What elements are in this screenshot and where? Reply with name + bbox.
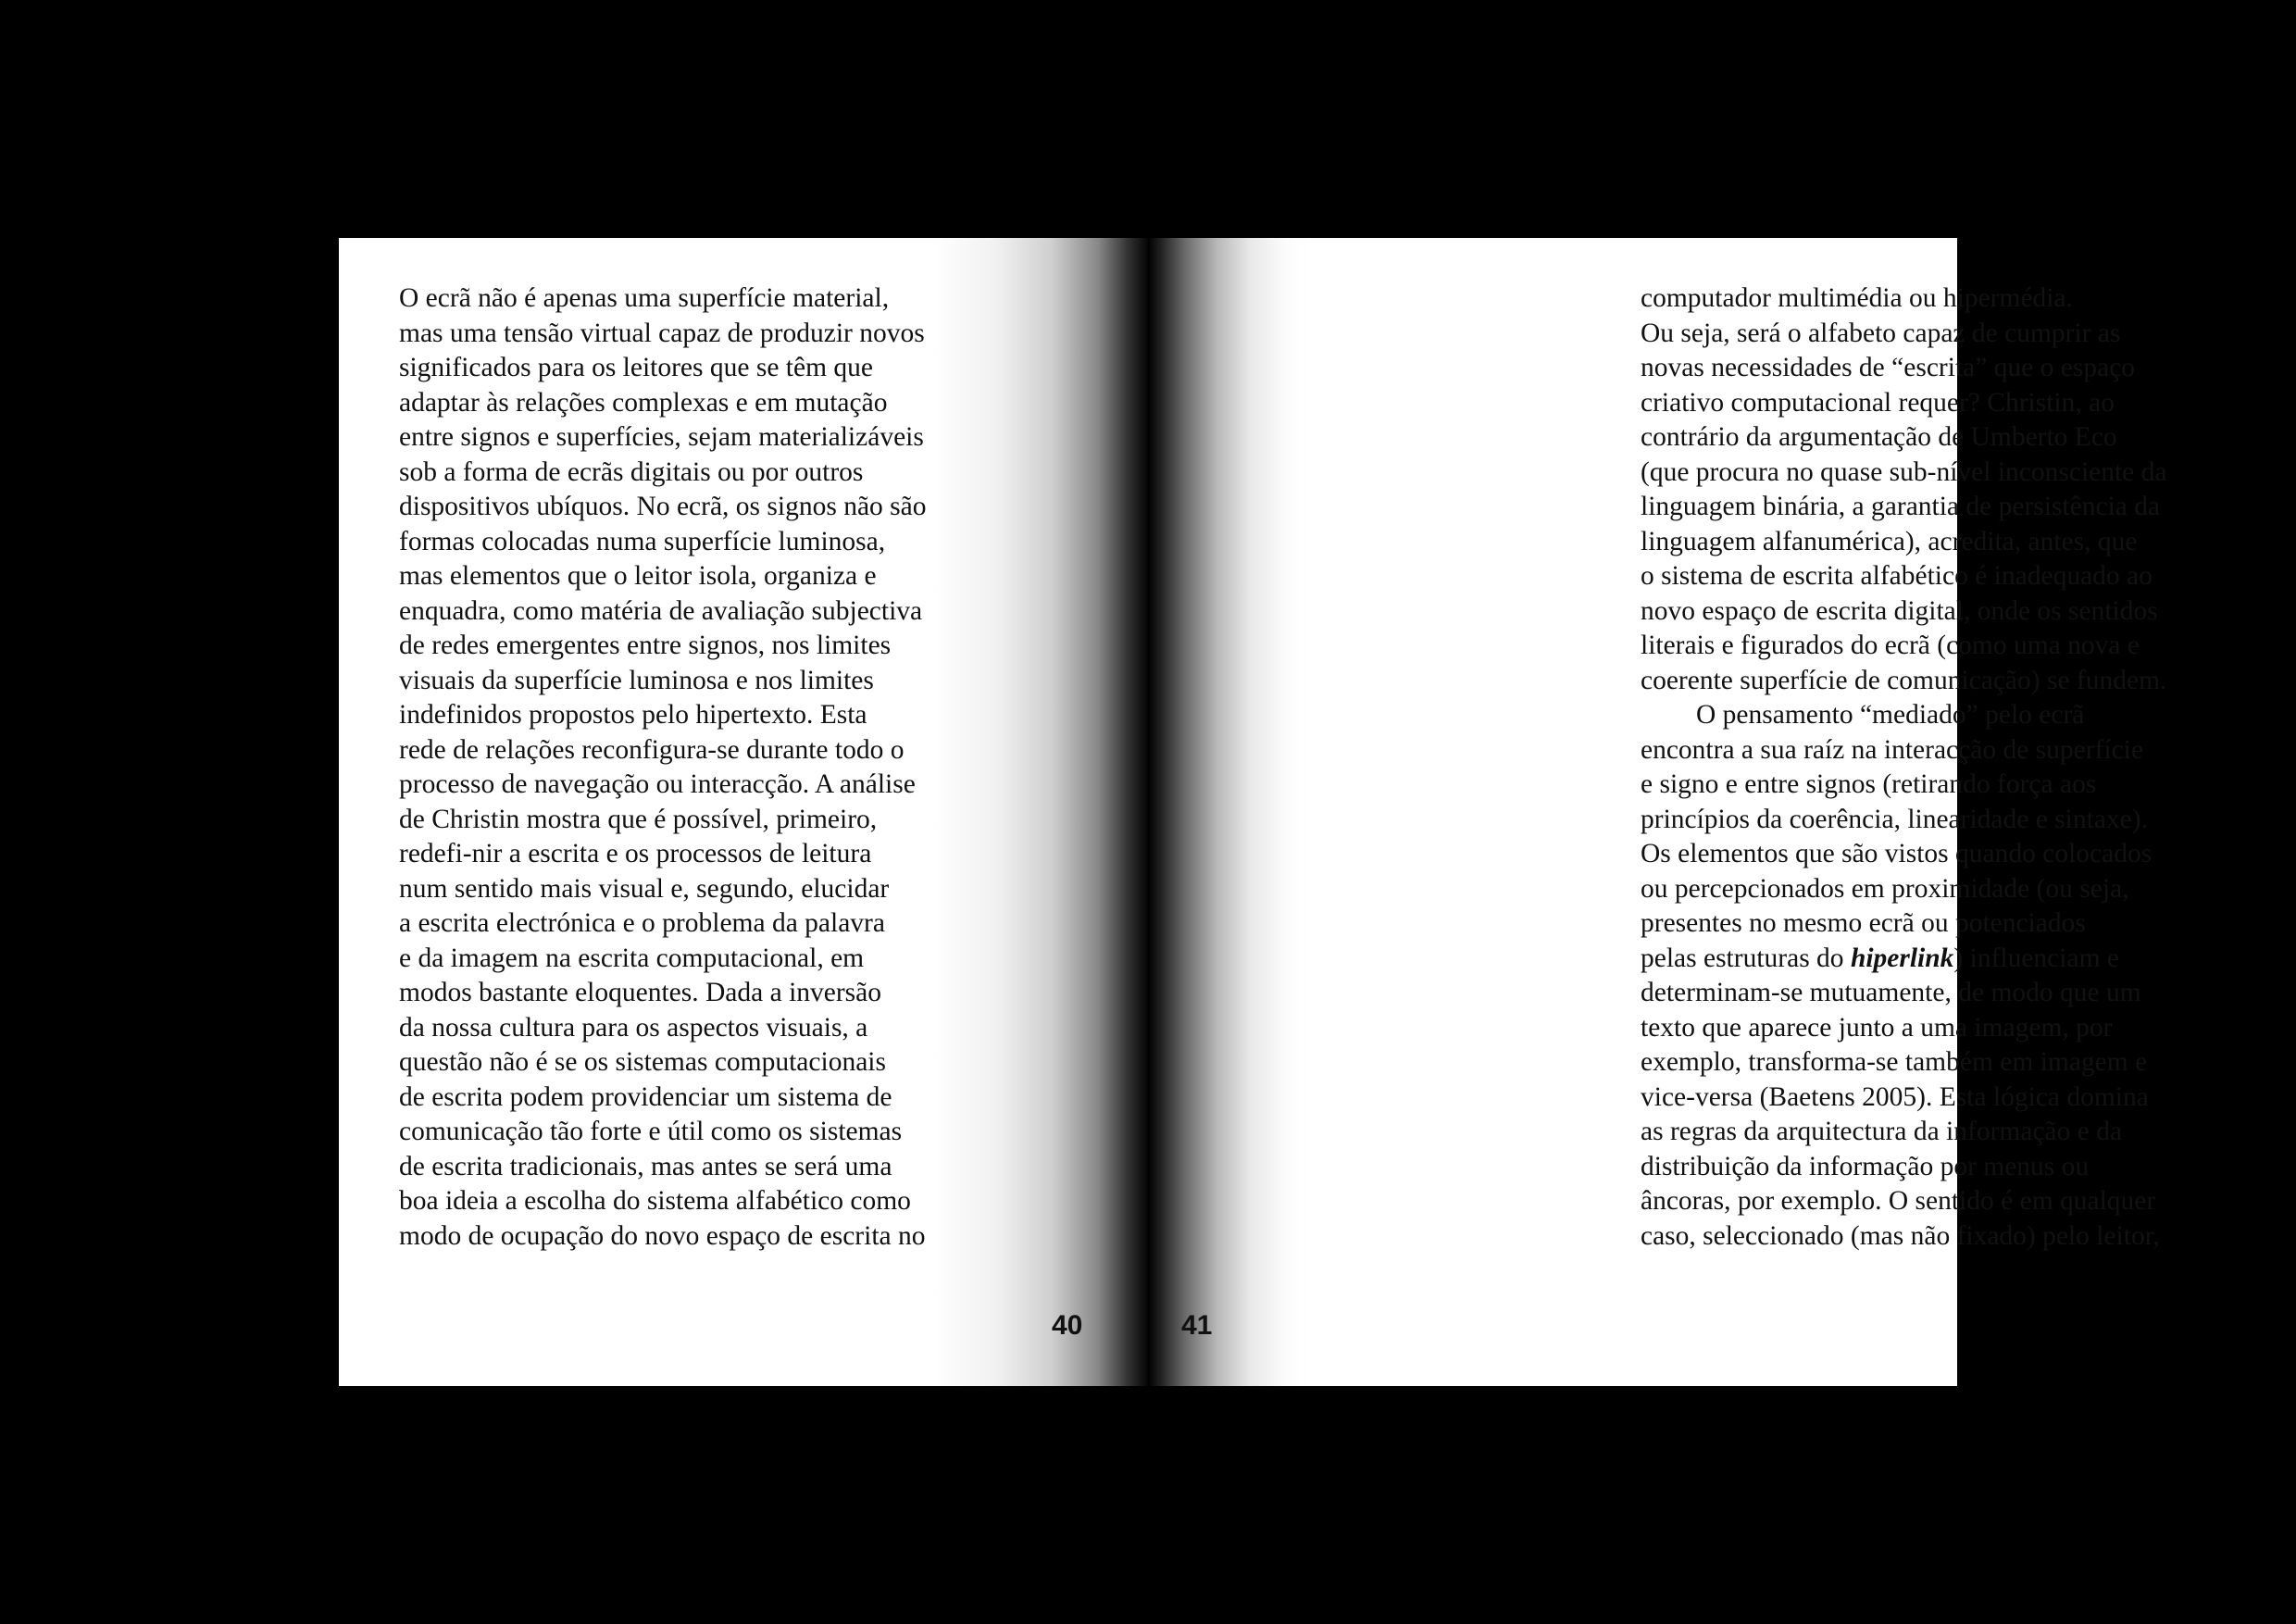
text-line: o sistema de escrita alfabético é inadequado ao	[1641, 561, 2152, 591]
emphasis-hiperlink: hiperlink	[1850, 943, 1954, 973]
text-line: literais e figurados do ecrã (como uma nova e	[1641, 631, 2140, 660]
text-line: modo de ocupação do novo espaço de escrita no	[399, 1220, 926, 1251]
page-number-right: 41	[1181, 1310, 1213, 1341]
text-line: significados para os leitores que se têm que	[399, 353, 874, 382]
text-line: exemplo, transforma-se também em imagem e	[1641, 1047, 2148, 1077]
text-line: a escrita electrónica e o problema da palavra	[399, 908, 885, 938]
text-line: rede de relações reconfigura-se durante todo o	[399, 734, 905, 765]
text-line: questão não é se os sistemas computacionais	[399, 1047, 886, 1077]
paragraph-start-line: O pensamento “mediado” pelo ecrã	[1696, 700, 2085, 730]
text-line-with-emphasis	[1641, 942, 2167, 977]
text-line: de escrita tradicionais, mas antes se será uma	[399, 1151, 892, 1181]
text-line: num sentido mais visual e, segundo, elucidar	[399, 873, 890, 904]
text-line: vice-versa (Baetens 2005). Esta lógica domina	[1641, 1081, 2149, 1112]
text-line: texto que aparece junto a uma imagem, por	[1641, 1012, 2113, 1043]
text-line: dispositivos ubíquos. No ecrã, os signos não são	[399, 492, 927, 521]
text-line: sob a forma de ecrãs digitais ou por outros	[399, 456, 864, 487]
text-line: e signo e entre signos (retirando força aos	[1641, 769, 2097, 799]
text-line: princípios da coerência, linearidade e sintaxe).	[1641, 804, 2148, 834]
text-line: boa ideia a escolha do sistema alfabético como	[399, 1186, 911, 1216]
left-page	[339, 238, 1148, 1386]
book-spread	[339, 238, 2167, 1386]
text-line: da nossa cultura para os aspectos visuais, a	[399, 1012, 868, 1043]
text-line: criativo computacional requer? Christin, ao	[1641, 387, 2115, 418]
text-line: encontra a sua raíz na interacção de superfície	[1641, 734, 2143, 765]
text-line: de Christin mostra que é possível, primeiro,	[399, 804, 878, 834]
text-line: formas colocadas numa superfície luminosa,	[399, 526, 886, 556]
text-line: presentes no mesmo ecrã ou potenciados	[1641, 908, 2086, 938]
text-line: caso, seleccionado (mas não fixado) pelo leitor,	[1641, 1220, 2160, 1251]
text-line: O ecrã não é apenas uma superfície material,	[399, 283, 890, 313]
right-page	[1148, 238, 2167, 1386]
text-line: linguagem alfanumérica), acredita, antes, que	[1641, 526, 2138, 556]
text-line: distribuição da informação por menus ou	[1641, 1151, 2090, 1181]
text-line: novas necessidades de “escrita” que o espaço	[1641, 353, 2136, 382]
left-page-body	[399, 281, 927, 1254]
text-line: (que procura no quase sub-nível inconsciente da	[1641, 456, 2167, 487]
text-line: novo espaço de escrita digital, onde os sentidos	[1641, 595, 2158, 626]
text-line: Os elementos que são vistos quando colocados	[1641, 839, 2152, 868]
text-line: comunicação tão forte e útil como os sistemas	[399, 1117, 903, 1146]
text-line: modos bastante eloquentes. Dada a inversão	[399, 978, 882, 1007]
text-line: coerente superfície de comunicação) se fundem.	[1641, 665, 2167, 695]
text-line: linguagem binária, a garantia de persistência da	[1641, 492, 2161, 521]
text-line: entre signos e superfícies, sejam materializáveis	[399, 422, 924, 452]
text-line: enquadra, como matéria de avaliação subjectiva	[399, 595, 923, 626]
text-line: e da imagem na escrita computacional, em	[399, 943, 865, 973]
text-segment: pelas estruturas do	[1641, 943, 1851, 973]
text-line: indefinidos propostos pelo hipertexto. Esta	[399, 700, 867, 730]
text-segment: ) influenciam e	[1953, 943, 2119, 973]
text-line: adaptar às relações complexas e em mutação	[399, 387, 888, 418]
text-line: computador multimédia ou hipermédia.	[1641, 283, 2073, 313]
text-line: contrário da argumentação de Umberto Eco	[1641, 422, 2117, 452]
text-line: mas elementos que o leitor isola, organiza e	[399, 561, 877, 591]
text-line: de escrita podem providenciar um sistema de	[399, 1081, 892, 1112]
text-line: as regras da arquitectura da informação e da	[1641, 1117, 2123, 1146]
text-line: de redes emergentes entre signos, nos limites	[399, 631, 892, 660]
text-line: redefi-nir a escrita e os processos de leitura	[399, 839, 872, 868]
text-line: Ou seja, será o alfabeto capaz de cumprir as	[1641, 318, 2121, 348]
text-line: mas uma tensão virtual capaz de produzir novos	[399, 318, 925, 348]
right-page-body	[1641, 281, 2167, 1254]
text-line: ou percepcionados em proximidade (ou seja,	[1641, 873, 2129, 904]
text-line: determinam-se mutuamente, de modo que um	[1641, 978, 2141, 1007]
text-line: âncoras, por exemplo. O sentido é em qualquer	[1641, 1186, 2156, 1216]
text-line: processo de navegação ou interacção. A análise	[399, 769, 916, 799]
text-line: visuais da superfície luminosa e nos limites	[399, 665, 874, 695]
page-number-left: 40	[1052, 1310, 1083, 1341]
